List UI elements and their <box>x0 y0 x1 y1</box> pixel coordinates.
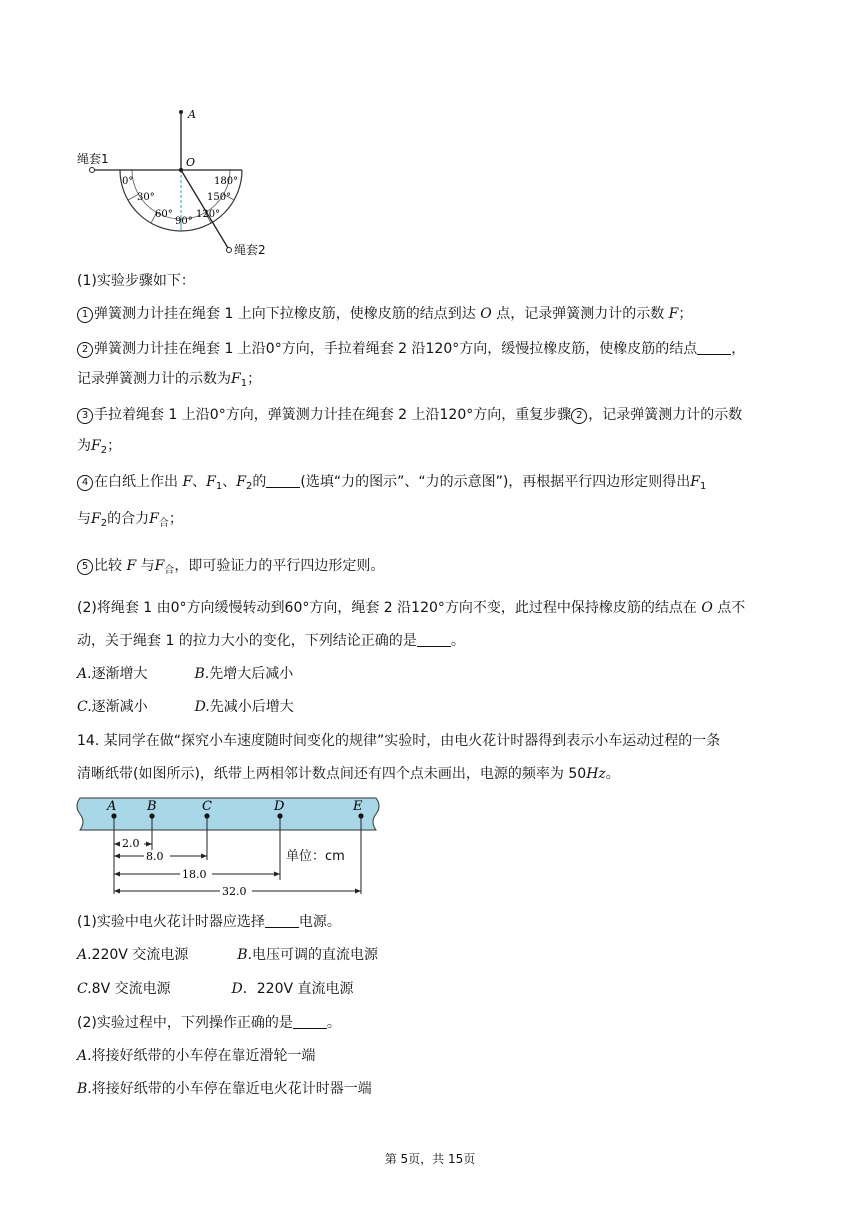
answer-blank <box>293 1015 327 1029</box>
q14-option-a2: A.将接好纸带的小车停在靠近滑轮一端 <box>77 1048 316 1064</box>
rope2-label: 绳套2 <box>234 243 266 257</box>
q14-options-ab: A.220V 交流电源 B.电压可调的直流电源 <box>77 947 378 963</box>
q13-step3-cont: 为$F_2$； <box>77 438 122 456</box>
q13-step2: 2 弹簧测力计挂在绳套 1 上沿0°方向，手拉着绳套 2 沿120°方向，缓慢拉橡皮筋，使橡皮筋的结点 ， <box>77 339 745 359</box>
q13-step5: 5 比较 F 与$F_合$，即可验证力的平行四边形定则。 <box>77 556 384 581</box>
q14-part2: (2)实验过程中，下列操作正确的是 。 <box>77 1015 341 1031</box>
point-B: B <box>147 799 157 814</box>
q13-step1: 1 弹簧测力计挂在绳套 1 上向下拉橡皮筋，使橡皮筋的结点到达 O 点，记录弹簧测力计的示数 F； <box>77 304 692 324</box>
rope1-loop-icon <box>90 168 95 173</box>
deg-30: 30° <box>137 192 155 203</box>
q13-step3: 3 手拉着绳套 1 上沿0°方向，弹簧测力计挂在绳套 2 上沿120°方向，重复步骤 2 ，记录弹簧测力计的示数 <box>77 405 742 425</box>
dist-AD: 18.0 <box>182 868 207 881</box>
q13-part2: (2)将绳套 1 由0°方向缓慢转动到60°方向，绳套 2 沿120°方向不变，此过程中保持橡皮筋的结点在 O 点不 <box>77 600 746 616</box>
q14-part1: (1)实验中电火花计时器应选择 电源。 <box>77 914 341 930</box>
deg-120: 120° <box>196 209 221 220</box>
answer-blank <box>697 341 731 355</box>
deg-0: 0° <box>122 176 134 187</box>
label-A: A <box>188 108 196 121</box>
q13-part1-heading: (1)实验步骤如下： <box>77 273 195 289</box>
step-ref-badge: 2 <box>571 408 587 424</box>
step-number-badge: 5 <box>77 559 93 575</box>
deg-90: 90° <box>175 216 193 227</box>
tape-unit-label: 单位：cm <box>286 849 345 864</box>
step-number-badge: 2 <box>77 342 93 358</box>
q13-part2-cont: 动，关于绳套 1 的拉力大小的变化，下列结论正确的是 。 <box>77 633 465 649</box>
deg-60: 60° <box>155 209 173 220</box>
rope2-loop-icon <box>227 248 232 253</box>
step-number-badge: 4 <box>77 475 93 491</box>
label-O: O <box>186 156 196 169</box>
answer-blank <box>265 914 299 928</box>
page-footer: 第 5页，共 15页 <box>384 1152 476 1166</box>
step-number-badge: 3 <box>77 408 93 424</box>
dist-AB: 2.0 <box>122 837 140 850</box>
q13-step4-cont: 与$F_2$的合力$F_合$； <box>77 511 183 529</box>
deg-150: 150° <box>207 192 232 203</box>
dist-AC: 8.0 <box>146 850 164 863</box>
q13-step2-cont: 记录弹簧测力计的示数为$F_1$； <box>77 371 262 389</box>
q13-options-cd: C.逐渐减小 D.先减小后增大 <box>77 699 294 715</box>
answer-blank <box>266 474 300 488</box>
protractor-figure <box>76 100 276 260</box>
rope1-label: 绳套1 <box>77 152 109 166</box>
dist-AE: 32.0 <box>222 885 247 898</box>
q14-options-cd: C.8V 交流电源 D．220V 直流电源 <box>77 981 354 997</box>
q14-option-b2: B.将接好纸带的小车停在靠近电火花计时器一端 <box>77 1081 372 1097</box>
deg-180: 180° <box>214 176 239 187</box>
point-A: A <box>107 799 117 814</box>
point-D: D <box>274 799 285 814</box>
q14-stem-line2: 清晰纸带(如图所示)，纸带上两相邻计数点间还有四个点未画出，电源的频率为 50Hz。 <box>77 766 620 782</box>
point-C: C <box>202 799 212 814</box>
answer-blank <box>417 633 451 647</box>
step-number-badge: 1 <box>77 307 93 323</box>
q13-step4: 4 在白纸上作出 F、$F_1$、$F_2$的 (选填“力的图示”、“力的示意图”)，再根据平行四边形定则得出$F_1$ <box>77 472 706 497</box>
q13-options-ab: A.逐渐增大 B.先增大后减小 <box>77 666 294 682</box>
point-E: E <box>353 799 363 814</box>
q14-stem-line1: 14. 某同学在做“探究小车速度随时间变化的规律”实验时，由电火花计时器得到表示小车运动过程的一条 <box>77 733 721 749</box>
